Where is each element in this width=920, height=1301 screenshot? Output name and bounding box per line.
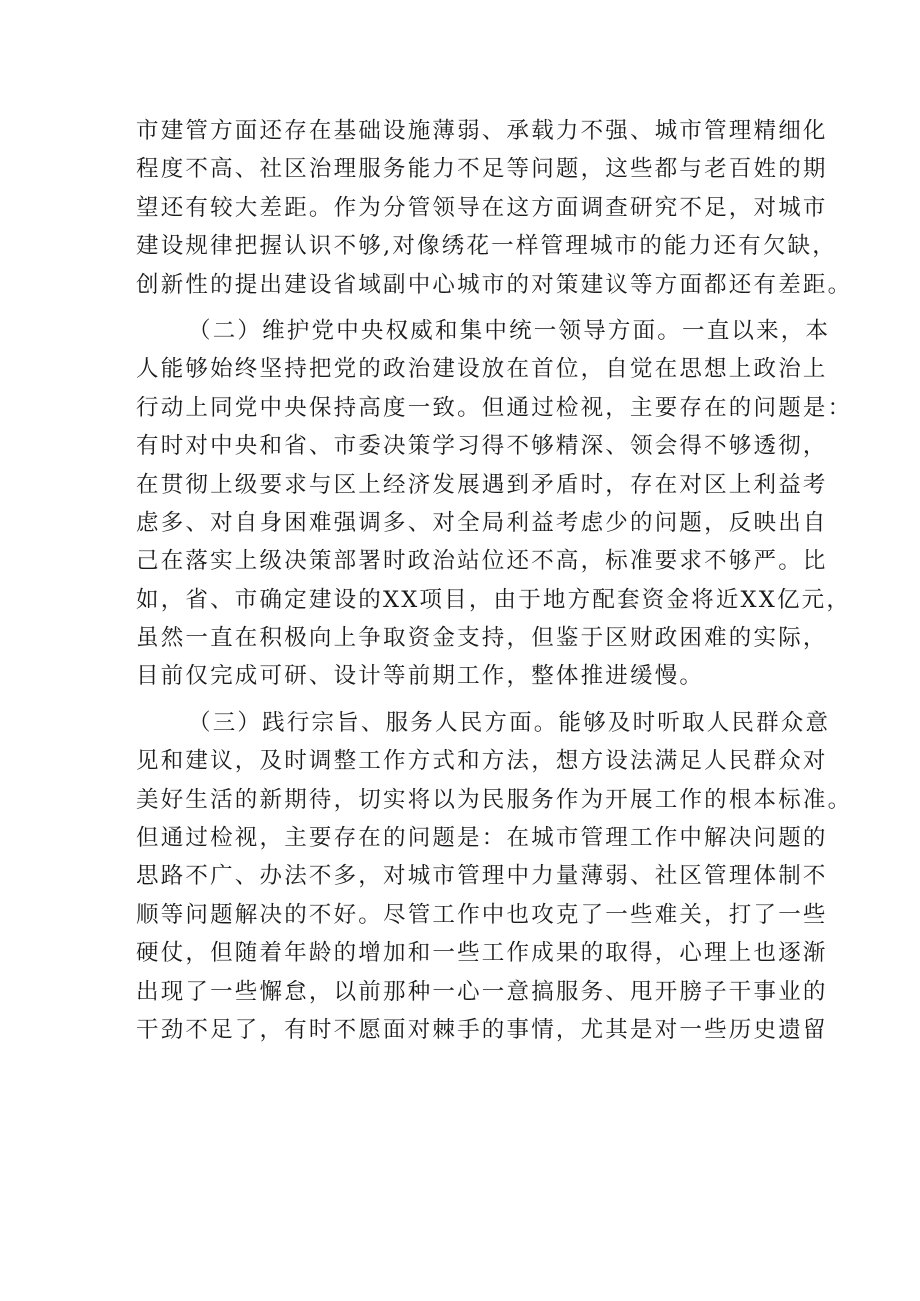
- paragraph-party-authority: [136, 312, 853, 696]
- text-line: 行动上同党中央保持高度一致。但通过检视，主要存在的问题是：: [136, 394, 853, 421]
- text-line: 望还有较大差距。作为分管领导在这方面调查研究不足，对城市: [136, 194, 828, 221]
- text-line: 目前仅完成可研、设计等前期工作，整体推进缓慢。: [136, 663, 705, 690]
- paragraph-serve-people: [136, 704, 853, 1050]
- text-line: 建设规律把握认识不够,对像绣花一样管理城市的能力还有欠缺，: [136, 233, 837, 260]
- text-line: 人能够始终坚持把党的政治建设放在首位，自觉在思想上政治上: [136, 356, 828, 383]
- text-line: 但通过检视，主要存在的问题是：在城市管理工作中解决问题的: [136, 825, 828, 852]
- text-line: 创新性的提出建设省域副中心城市的对策建议等方面都还有差距。: [136, 271, 853, 298]
- text-line: 虑多、对自身困难强调多、对全局利益考虑少的问题，反映出自: [136, 509, 828, 536]
- paragraph-continuation: [136, 112, 853, 304]
- text-line: 市建管方面还存在基础设施薄弱、承载力不强、城市管理精细化: [136, 118, 828, 144]
- text-line: 程度不高、社区治理服务能力不足等问题，这些都与老百姓的期: [136, 156, 828, 183]
- text-line: （三）践行宗旨、服务人民方面。能够及时听取人民群众意: [188, 709, 831, 736]
- text-line: 己在落实上级决策部署时政治站位还不高，标准要求不够严。比: [136, 548, 828, 575]
- text-line: 出现了一些懈怠，以前那种一心一意搞服务、甩开膀子干事业的: [136, 978, 828, 1005]
- body-text: [136, 112, 853, 1049]
- text-line: 干劲不足了，有时不愿面对棘手的事情，尤其是对一些历史遗留: [136, 1016, 828, 1043]
- text-line: 虽然一直在积极向上争取资金支持，但鉴于区财政困难的实际，: [136, 625, 828, 652]
- text-line: 美好生活的新期待，切实将以为民服务作为开展工作的根本标准。: [136, 786, 853, 813]
- text-line: （二）维护党中央权威和集中统一领导方面。一直以来，本: [188, 317, 831, 344]
- text-line: 思路不广、办法不多，对城市管理中力量薄弱、社区管理体制不: [136, 863, 828, 890]
- text-line: 如，省、市确定建设的XX项目，由于地方配套资金将近XX亿元，: [136, 586, 852, 613]
- text-line: 硬仗，但随着年龄的增加和一些工作成果的取得，心理上也逐渐: [136, 940, 828, 967]
- text-line: 有时对中央和省、市委决策学习得不够精深、领会得不够透彻，: [136, 433, 828, 460]
- text-line: 见和建议，及时调整工作方式和方法，想方设法满足人民群众对: [136, 748, 828, 775]
- text-line: 顺等问题解决的不好。尽管工作中也攻克了一些难关，打了一些: [136, 901, 828, 928]
- text-line: 在贯彻上级要求与区上经济发展遇到矛盾时，存在对区上利益考: [136, 471, 828, 498]
